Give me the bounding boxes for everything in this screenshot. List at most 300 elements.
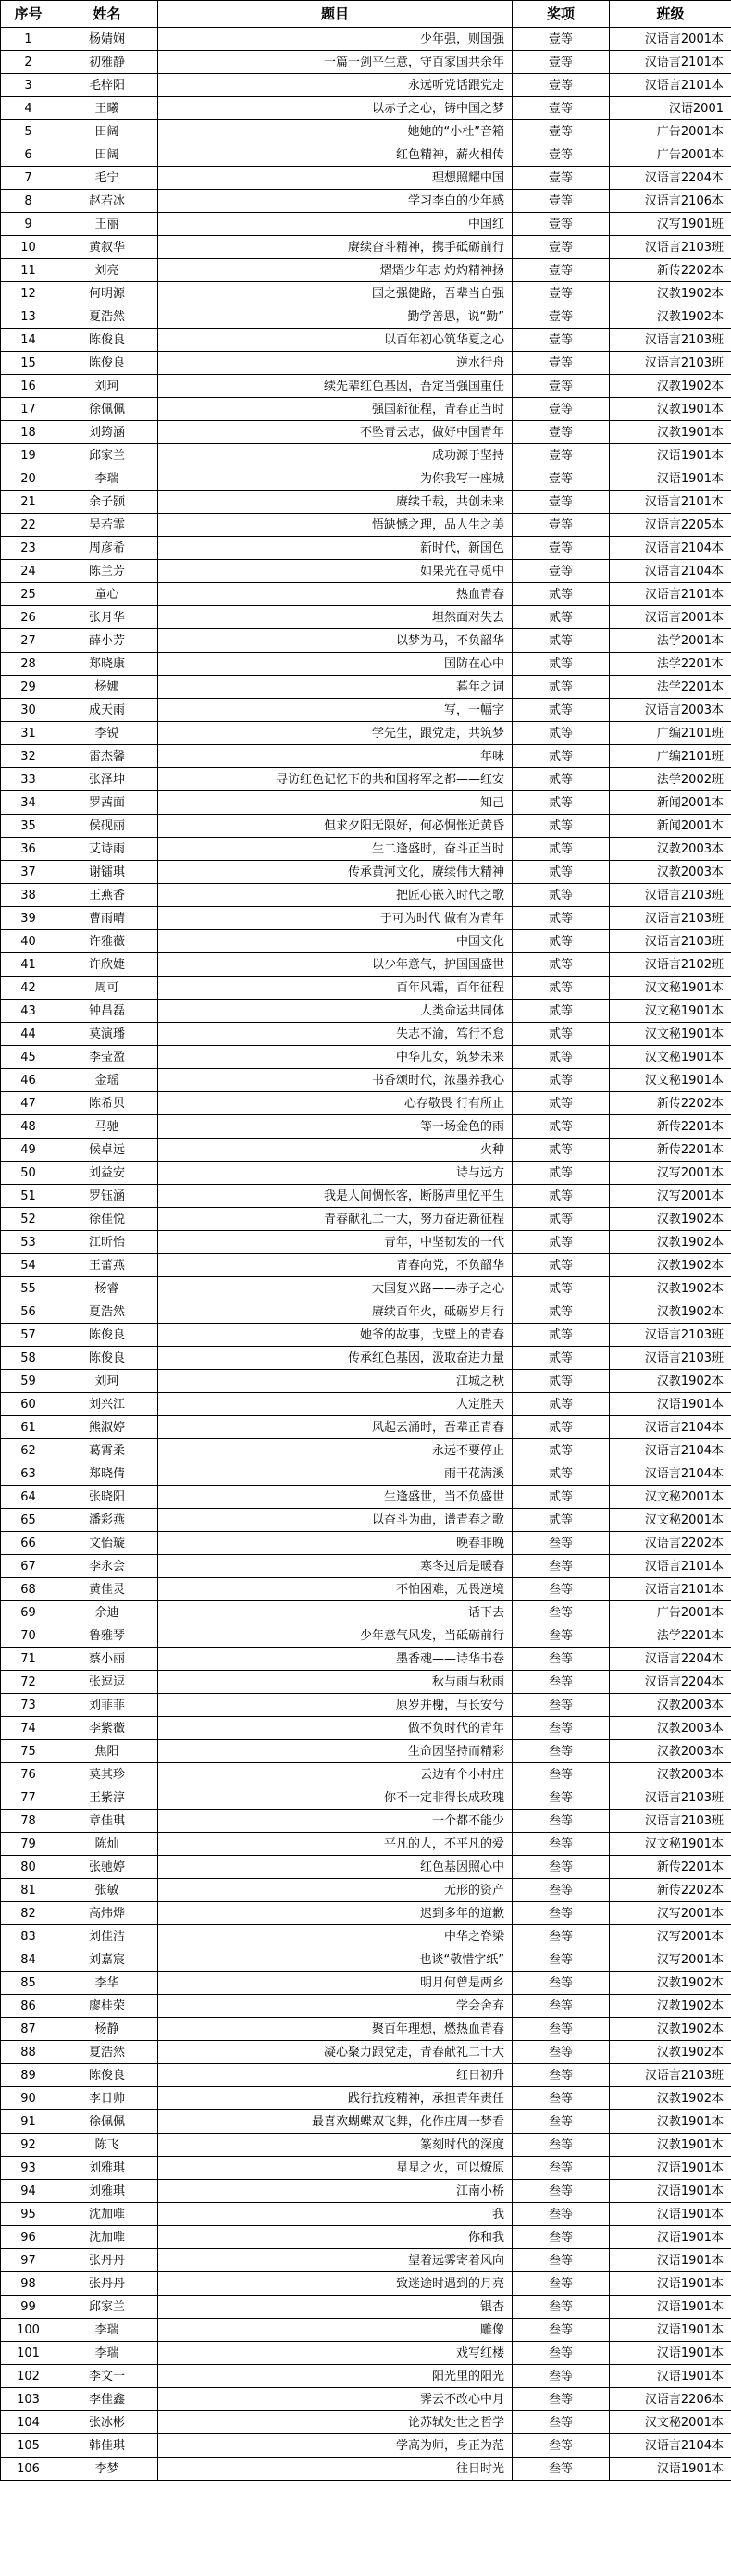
cell-award: 壹等 (513, 491, 610, 514)
cell-title: 学先生，跟党走，共筑梦 (158, 722, 513, 745)
cell-class: 汉语言2103班 (610, 2064, 731, 2087)
table-row (1, 329, 731, 352)
cell-title: 坦然面对失去 (158, 606, 513, 629)
cell-class: 汉语言2103班 (610, 884, 731, 907)
cell-title: 风起云涌时，吾辈正青春 (158, 1416, 513, 1439)
table-row (1, 398, 731, 421)
cell-index: 52 (1, 1208, 56, 1231)
cell-index: 82 (1, 1902, 56, 1925)
cell-class: 汉写2001本 (610, 1162, 731, 1185)
table-row (1, 1509, 731, 1532)
cell-title: 学高为师，身正为范 (158, 2434, 513, 2458)
cell-class: 汉语言2104本 (610, 1416, 731, 1439)
cell-index: 64 (1, 1486, 56, 1509)
cell-title: 于可为时代 做有为青年 (158, 907, 513, 930)
table-row (1, 2388, 731, 2411)
table-row (1, 977, 731, 1000)
cell-award: 贰等 (513, 745, 610, 768)
table-row (1, 1139, 731, 1162)
cell-index: 47 (1, 1092, 56, 1115)
cell-index: 73 (1, 1694, 56, 1717)
cell-name: 杨娜 (56, 676, 158, 699)
cell-title: 也谈“敬惜字纸” (158, 1948, 513, 1972)
table-row (1, 2064, 731, 2087)
cell-title: 暮年之词 (158, 676, 513, 699)
cell-award: 壹等 (513, 190, 610, 213)
cell-award: 贰等 (513, 768, 610, 791)
cell-index: 23 (1, 537, 56, 560)
cell-title: 书香颂时代，浓墨养我心 (158, 1069, 513, 1092)
cell-name: 成天雨 (56, 699, 158, 722)
table-row (1, 1347, 731, 1370)
table-row (1, 2110, 731, 2134)
table-row (1, 120, 731, 143)
table-row (1, 514, 731, 537)
cell-index: 91 (1, 2110, 56, 2134)
cell-class: 汉教1902本 (610, 1972, 731, 1995)
cell-title: 如果光在寻觅中 (158, 560, 513, 583)
table-row (1, 2041, 731, 2064)
cell-title: 热血青春 (158, 583, 513, 606)
cell-name: 李瑞 (56, 467, 158, 491)
table-row (1, 97, 731, 120)
cell-class: 汉语言2103班 (610, 236, 731, 259)
table-row (1, 838, 731, 861)
cell-name: 候卓远 (56, 1139, 158, 1162)
cell-award: 贰等 (513, 1347, 610, 1370)
cell-index: 39 (1, 907, 56, 930)
cell-award: 贰等 (513, 606, 610, 629)
table-row (1, 352, 731, 375)
cell-index: 50 (1, 1162, 56, 1185)
cell-award: 壹等 (513, 444, 610, 467)
cell-index: 104 (1, 2411, 56, 2434)
cell-name: 韩佳琪 (56, 2434, 158, 2458)
cell-index: 51 (1, 1185, 56, 1208)
table-row (1, 1648, 731, 1671)
cell-class: 汉教2003本 (610, 1763, 731, 1786)
cell-index: 15 (1, 352, 56, 375)
cell-index: 17 (1, 398, 56, 421)
cell-award: 贰等 (513, 1462, 610, 1486)
cell-award: 贰等 (513, 1486, 610, 1509)
cell-class: 汉语言2206本 (610, 2388, 731, 2411)
cell-title: 等一场金色的雨 (158, 1115, 513, 1139)
cell-name: 莫其珍 (56, 1763, 158, 1786)
cell-title: 一个都不能少 (158, 1810, 513, 1833)
cell-class: 汉语言2101本 (610, 583, 731, 606)
cell-name: 黄叙华 (56, 236, 158, 259)
cell-class: 汉文秘1901本 (610, 1023, 731, 1046)
cell-award: 叁等 (513, 1763, 610, 1786)
cell-class: 汉教2003本 (610, 1740, 731, 1763)
cell-title: 平凡的人，不平凡的爱 (158, 1833, 513, 1856)
table-row (1, 1925, 731, 1948)
cell-class: 新传2202本 (610, 1879, 731, 1902)
cell-class: 新传2202本 (610, 1092, 731, 1115)
cell-index: 44 (1, 1023, 56, 1046)
cell-index: 20 (1, 467, 56, 491)
cell-class: 汉语言2104本 (610, 560, 731, 583)
cell-title: 以梦为马，不负韶华 (158, 629, 513, 653)
cell-title: 心存敬畏 行有所止 (158, 1092, 513, 1115)
cell-award: 贰等 (513, 930, 610, 953)
table-row (1, 1786, 731, 1810)
cell-award: 叁等 (513, 2296, 610, 2319)
cell-title: 红日初升 (158, 2064, 513, 2087)
table-row (1, 2458, 731, 2481)
cell-award: 贰等 (513, 1139, 610, 1162)
table-row (1, 745, 731, 768)
cell-name: 李梦 (56, 2458, 158, 2481)
cell-award: 叁等 (513, 1671, 610, 1694)
cell-award: 叁等 (513, 1624, 610, 1648)
cell-class: 汉语言2003本 (610, 699, 731, 722)
cell-award: 叁等 (513, 2064, 610, 2087)
cell-name: 江昕怡 (56, 1231, 158, 1254)
cell-name: 王燕香 (56, 884, 158, 907)
table-row (1, 1671, 731, 1694)
cell-name: 徐佩佩 (56, 2110, 158, 2134)
cell-class: 汉写1901班 (610, 213, 731, 236)
cell-title: 国防在心中 (158, 653, 513, 676)
cell-title: 以赤子之心，铸中国之梦 (158, 97, 513, 120)
cell-award: 壹等 (513, 560, 610, 583)
table-row (1, 51, 731, 74)
cell-index: 35 (1, 815, 56, 838)
cell-class: 新闻2001本 (610, 791, 731, 815)
cell-award: 壹等 (513, 305, 610, 329)
cell-award: 叁等 (513, 2180, 610, 2203)
cell-award: 叁等 (513, 1948, 610, 1972)
cell-name: 焦阳 (56, 1740, 158, 1763)
cell-title: 墨香魂——诗华书卷 (158, 1648, 513, 1671)
cell-class: 汉文秘1901本 (610, 1833, 731, 1856)
cell-class: 汉语言2204本 (610, 1671, 731, 1694)
cell-title: 我是人间惆怅客，断肠声里忆平生 (158, 1185, 513, 1208)
cell-index: 83 (1, 1925, 56, 1948)
cell-title: 悟缺憾之理，品人生之美 (158, 514, 513, 537)
cell-class: 汉语1901本 (610, 2458, 731, 2481)
cell-title: 学习李白的少年感 (158, 190, 513, 213)
cell-class: 法学2201本 (610, 676, 731, 699)
cell-name: 蔡小丽 (56, 1648, 158, 1671)
cell-name: 李华 (56, 1972, 158, 1995)
cell-title: 她爷的故事，戈壁上的青春 (158, 1324, 513, 1347)
cell-index: 42 (1, 977, 56, 1000)
cell-name: 郑晓倩 (56, 1462, 158, 1486)
cell-class: 汉语言2104本 (610, 1439, 731, 1462)
cell-award: 叁等 (513, 1879, 610, 1902)
cell-index: 56 (1, 1300, 56, 1324)
cell-class: 广告2001本 (610, 143, 731, 167)
cell-index: 46 (1, 1069, 56, 1092)
cell-name: 陈俊良 (56, 1347, 158, 1370)
cell-title: 中国红 (158, 213, 513, 236)
table-row (1, 1601, 731, 1624)
cell-class: 汉文秘1901本 (610, 1046, 731, 1069)
cell-award: 叁等 (513, 2342, 610, 2365)
cell-name: 陈兰芳 (56, 560, 158, 583)
cell-name: 艾诗雨 (56, 838, 158, 861)
cell-title: 中华之脊梁 (158, 1925, 513, 1948)
table-row (1, 2434, 731, 2458)
table-row (1, 2365, 731, 2388)
cell-title: 迟到多年的道歉 (158, 1902, 513, 1925)
cell-award: 叁等 (513, 2134, 610, 2157)
table-row (1, 213, 731, 236)
cell-name: 杨静 (56, 2018, 158, 2041)
cell-name: 文怡璇 (56, 1532, 158, 1555)
cell-title: 晚春非晚 (158, 1532, 513, 1555)
cell-award: 贰等 (513, 1162, 610, 1185)
cell-name: 刘珂 (56, 1370, 158, 1393)
cell-index: 76 (1, 1763, 56, 1786)
cell-award: 壹等 (513, 398, 610, 421)
cell-title: 知己 (158, 791, 513, 815)
cell-title: 理想照耀中国 (158, 167, 513, 190)
cell-index: 9 (1, 213, 56, 236)
cell-index: 92 (1, 2134, 56, 2157)
table-row (1, 815, 731, 838)
table-row (1, 560, 731, 583)
cell-name: 赵若冰 (56, 190, 158, 213)
cell-name: 鲁雅琴 (56, 1624, 158, 1648)
cell-name: 李永会 (56, 1555, 158, 1578)
cell-award: 贰等 (513, 1023, 610, 1046)
cell-title: 银杏 (158, 2296, 513, 2319)
cell-title: 传承黄河文化，赓续伟大精神 (158, 861, 513, 884)
cell-title: 赓续千载，共创未来 (158, 491, 513, 514)
cell-award: 贰等 (513, 977, 610, 1000)
cell-class: 汉教1902本 (610, 1370, 731, 1393)
cell-title: 逆水行舟 (158, 352, 513, 375)
table-row (1, 1277, 731, 1300)
cell-class: 汉写2001本 (610, 1902, 731, 1925)
cell-award: 叁等 (513, 1740, 610, 1763)
table-row (1, 1416, 731, 1439)
cell-class: 汉语言2103班 (610, 329, 731, 352)
cell-index: 65 (1, 1509, 56, 1532)
table-row (1, 143, 731, 167)
table-row (1, 1972, 731, 1995)
cell-award: 贰等 (513, 1115, 610, 1139)
cell-class: 汉教1902本 (610, 2087, 731, 2110)
table-row (1, 2342, 731, 2365)
cell-title: 原岁并榭，与长安兮 (158, 1694, 513, 1717)
cell-index: 5 (1, 120, 56, 143)
cell-class: 汉文秘1901本 (610, 1069, 731, 1092)
cell-class: 汉语言2103班 (610, 930, 731, 953)
cell-class: 新传2202本 (610, 259, 731, 282)
cell-index: 61 (1, 1416, 56, 1439)
cell-name: 沈加唯 (56, 2203, 158, 2226)
cell-title: 你和我 (158, 2226, 513, 2249)
cell-title: 论苏轼处世之哲学 (158, 2411, 513, 2434)
cell-index: 32 (1, 745, 56, 768)
cell-index: 84 (1, 1948, 56, 1972)
table-row (1, 236, 731, 259)
cell-index: 55 (1, 1277, 56, 1300)
cell-title: 江南小桥 (158, 2180, 513, 2203)
cell-title: 凝心聚力跟党走，青春献礼二十大 (158, 2041, 513, 2064)
cell-name: 刘筠涵 (56, 421, 158, 444)
table-row (1, 2319, 731, 2342)
cell-name: 李佳鑫 (56, 2388, 158, 2411)
cell-class: 汉教2003本 (610, 1694, 731, 1717)
cell-index: 68 (1, 1578, 56, 1601)
table-row (1, 1462, 731, 1486)
cell-award: 壹等 (513, 375, 610, 398)
cell-name: 金瑶 (56, 1069, 158, 1092)
cell-class: 汉教1901本 (610, 398, 731, 421)
header-title: 题目 (158, 1, 513, 28)
cell-index: 66 (1, 1532, 56, 1555)
table-row (1, 2249, 731, 2272)
cell-class: 汉语言2101本 (610, 491, 731, 514)
cell-index: 74 (1, 1717, 56, 1740)
cell-class: 汉语1901本 (610, 2319, 731, 2342)
cell-index: 19 (1, 444, 56, 467)
cell-index: 10 (1, 236, 56, 259)
cell-name: 潘彩燕 (56, 1509, 158, 1532)
cell-class: 汉语言2104本 (610, 2434, 731, 2458)
cell-name: 张驰婷 (56, 1856, 158, 1879)
table-row (1, 375, 731, 398)
cell-index: 81 (1, 1879, 56, 1902)
cell-index: 49 (1, 1139, 56, 1162)
cell-class: 汉文秘1901本 (610, 1000, 731, 1023)
cell-class: 汉语言2103班 (610, 352, 731, 375)
cell-title: 青年，中坚韧发的一代 (158, 1231, 513, 1254)
table-row (1, 2134, 731, 2157)
cell-class: 汉教1902本 (610, 375, 731, 398)
table-row (1, 421, 731, 444)
cell-class: 汉语言2205本 (610, 514, 731, 537)
cell-index: 43 (1, 1000, 56, 1023)
cell-class: 汉语言2204本 (610, 1648, 731, 1671)
cell-class: 汉语言2101本 (610, 74, 731, 97)
cell-class: 广告2001本 (610, 1601, 731, 1624)
cell-index: 16 (1, 375, 56, 398)
cell-index: 8 (1, 190, 56, 213)
cell-index: 69 (1, 1601, 56, 1624)
cell-class: 汉教1902本 (610, 1231, 731, 1254)
table-row (1, 953, 731, 977)
cell-title: 大国复兴路——赤子之心 (158, 1277, 513, 1300)
cell-name: 罗钰涵 (56, 1185, 158, 1208)
cell-award: 叁等 (513, 2157, 610, 2180)
cell-class: 汉语言2101本 (610, 1555, 731, 1578)
cell-index: 90 (1, 2087, 56, 2110)
cell-award: 壹等 (513, 51, 610, 74)
cell-index: 86 (1, 1995, 56, 2018)
cell-class: 汉教1902本 (610, 282, 731, 305)
cell-index: 21 (1, 491, 56, 514)
cell-title: 明月何曾是两乡 (158, 1972, 513, 1995)
cell-name: 吴若霏 (56, 514, 158, 537)
cell-award: 叁等 (513, 1717, 610, 1740)
cell-award: 叁等 (513, 1786, 610, 1810)
cell-award: 贰等 (513, 1092, 610, 1115)
cell-title: 不坠青云志，做好中国青年 (158, 421, 513, 444)
cell-name: 陈俊良 (56, 2064, 158, 2087)
table-row (1, 491, 731, 514)
cell-title: 你不一定非得长成玫瑰 (158, 1786, 513, 1810)
cell-index: 80 (1, 1856, 56, 1879)
table-row (1, 74, 731, 97)
cell-name: 刘珂 (56, 375, 158, 398)
cell-index: 88 (1, 2041, 56, 2064)
cell-name: 刘雅琪 (56, 2180, 158, 2203)
cell-title: 话下去 (158, 1601, 513, 1624)
cell-title: 生二逢盛时，奋斗正当时 (158, 838, 513, 861)
cell-title: 中华儿女，筑梦未来 (158, 1046, 513, 1069)
cell-index: 93 (1, 2157, 56, 2180)
cell-index: 22 (1, 514, 56, 537)
cell-title: 人定胜天 (158, 1393, 513, 1416)
cell-award: 贰等 (513, 676, 610, 699)
cell-index: 4 (1, 97, 56, 120)
cell-title: 霁云不改心中月 (158, 2388, 513, 2411)
table-row (1, 1092, 731, 1115)
table-row (1, 930, 731, 953)
cell-name: 余子颢 (56, 491, 158, 514)
cell-index: 41 (1, 953, 56, 977)
cell-award: 叁等 (513, 2434, 610, 2458)
cell-title: 致迷途时遇到的月亮 (158, 2272, 513, 2296)
header-row (1, 1, 731, 28)
cell-award: 贰等 (513, 1254, 610, 1277)
cell-class: 广编2101班 (610, 722, 731, 745)
cell-award: 壹等 (513, 213, 610, 236)
cell-title: 星星之火，可以燎原 (158, 2157, 513, 2180)
cell-title: 少年强，则国强 (158, 28, 513, 51)
cell-name: 熊淑婷 (56, 1416, 158, 1439)
cell-title: 百年风霜，百年征程 (158, 977, 513, 1000)
cell-index: 34 (1, 791, 56, 815)
cell-title: 续先辈红色基因，吾定当强国重任 (158, 375, 513, 398)
cell-title: 践行抗疫精神，承担青年责任 (158, 2087, 513, 2110)
cell-name: 薛小芳 (56, 629, 158, 653)
cell-name: 张丹丹 (56, 2249, 158, 2272)
cell-award: 壹等 (513, 143, 610, 167)
cell-class: 汉语1901本 (610, 2272, 731, 2296)
cell-class: 汉教1902本 (610, 1300, 731, 1324)
cell-award: 贰等 (513, 1439, 610, 1462)
cell-title: 永远听党话跟党走 (158, 74, 513, 97)
cell-title: 成功源于坚持 (158, 444, 513, 467)
cell-name: 王紫淳 (56, 1786, 158, 1810)
cell-title: 一篇一剑平生意，守百家国共余年 (158, 51, 513, 74)
cell-title: 强国新征程，青春正当时 (158, 398, 513, 421)
cell-award: 叁等 (513, 2249, 610, 2272)
cell-index: 25 (1, 583, 56, 606)
cell-class: 法学2201本 (610, 653, 731, 676)
cell-name: 刘嘉宸 (56, 1948, 158, 1972)
cell-title: 为你我写一座城 (158, 467, 513, 491)
cell-title: 雕像 (158, 2319, 513, 2342)
cell-award: 叁等 (513, 1856, 610, 1879)
cell-class: 汉语1901本 (610, 467, 731, 491)
cell-class: 汉文秘2001本 (610, 1509, 731, 1532)
cell-index: 75 (1, 1740, 56, 1763)
cell-title: 最喜欢蝴蝶双飞舞，化作庄周一梦看 (158, 2110, 513, 2134)
cell-name: 许雅薇 (56, 930, 158, 953)
table-row (1, 1486, 731, 1509)
table-row (1, 444, 731, 467)
cell-award: 叁等 (513, 2388, 610, 2411)
